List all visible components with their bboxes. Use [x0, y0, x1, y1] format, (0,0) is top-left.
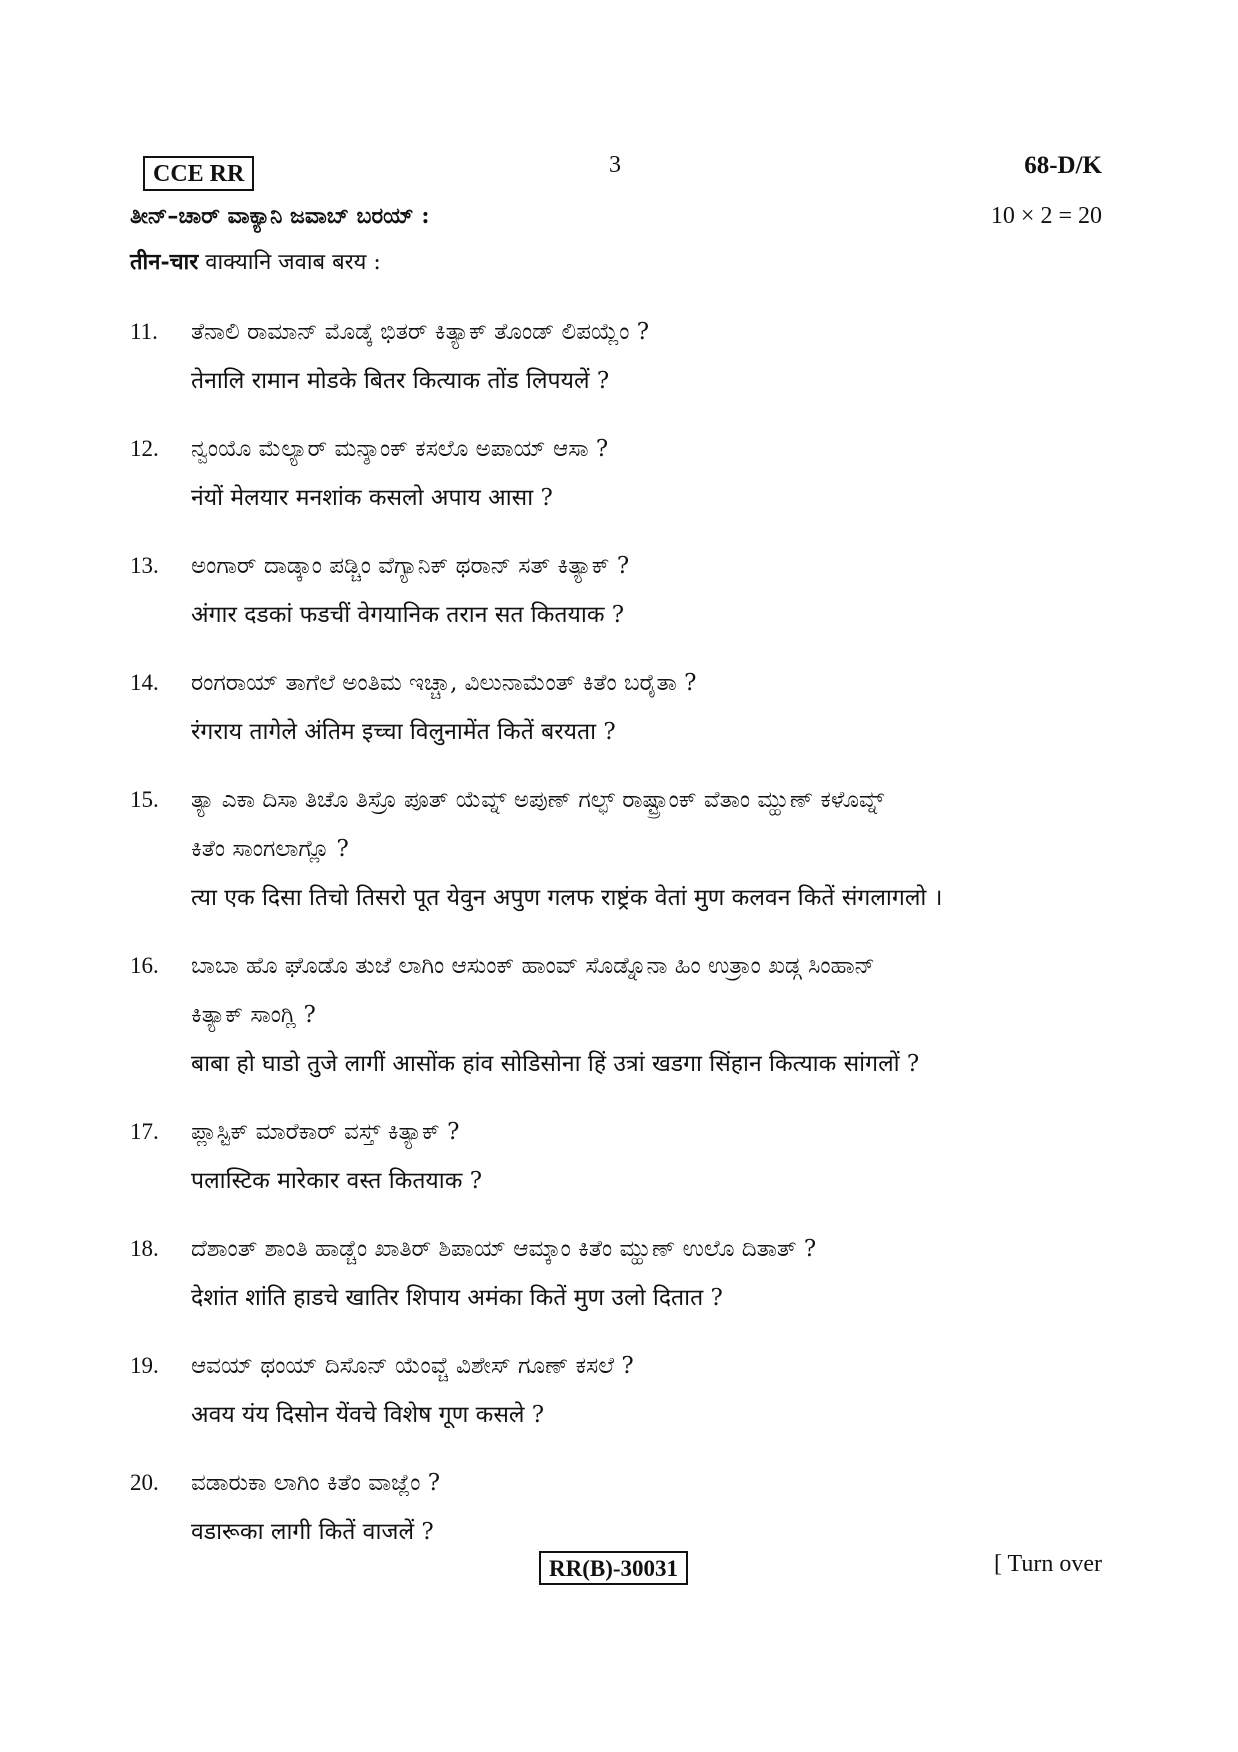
- question-list: [130, 312, 1110, 1580]
- instruction-devanagari: [130, 246, 381, 276]
- question-text-line: त्या एक दिसा तिचो तिसरो पूत येवुन अपुण गलफ राष्ट्रंक वेतां मुण कलवन कितें संगलागलो ।: [191, 885, 943, 911]
- question-text-line: ತೆನಾಲಿ ರಾಮಾನ್ ಮೊಡ್ಕೆ ಭಿತರ್ ಕಿತ್ಯಾಕ್ ತೊಂಡ್ ಲಿಪಯ್ಲೆಂ ?: [191, 319, 650, 345]
- question-text-line: पलास्टिक मारेकार वस्त कितयाक ?: [191, 1168, 483, 1194]
- question-text-line: रंगराय तागेले अंतिम इच्चा विलुनामेंत कितें बरयता ?: [191, 719, 616, 745]
- paper-code: 68-D/K: [1024, 152, 1102, 179]
- question-text-line: ನ್ವಂಯೊ ಮೆಲ್ಯಾರ್ ಮನ್ಶಾಂಕ್ ಕಸಲೊ ಅಪಾಯ್ ಆಸಾ ?: [191, 436, 609, 462]
- question-number: 19.: [130, 1353, 159, 1378]
- question-text-line: ದೆಶಾಂತ್ ಶಾಂತಿ ಹಾಡ್ಚೆಂ ಖಾತಿರ್ ಶಿಪಾಯ್ ಆಮ್ಕಾಂ ಕಿತೆಂ ಮ್ಹುಣ್ ಉಲೊ ದಿತಾತ್ ?: [191, 1236, 817, 1262]
- turn-over-label: [ Turn over: [993, 1551, 1102, 1577]
- question-text-line: ಕಿತ್ಯಾಕ್ ಸಾಂಗ್ಲಿ ?: [191, 1002, 316, 1028]
- question-text-line: अंगार दडकां फडचीं वेगयानिक तरान सत कितयाक ?: [191, 602, 625, 628]
- question-item: [130, 312, 1110, 401]
- question-text-line: देशांत शांति हाडचे खातिर शिपाय अमंका कितें मुण उलो दितात ?: [191, 1285, 723, 1311]
- question-text-line: तेनालि रामान मोडके बितर कित्याक तोंड लिपयलें ?: [191, 368, 610, 394]
- question-item: [130, 780, 1110, 918]
- question-text-line: ಅಂಗಾರ್ ದಾಡ್ಕಾಂ ಪಡ್ಚಿಂ ವೆಗ್ಯಾನಿಕ್ ಥರಾನ್ ಸತ್ ಕಿತ್ಯಾಕ್ ?: [191, 553, 630, 579]
- question-number: 12.: [130, 436, 159, 461]
- question-text-line: ಕಿತೆಂ ಸಾಂಗಲಾಗ್ಲೊ ?: [191, 836, 349, 862]
- question-text-line: ರಂಗರಾಯ್ ತಾಗೆಲೆ ಅಂತಿಮ ಇಚ್ಚಾ, ವಿಲುನಾಮೆಂತ್ ಕಿತೆಂ ಬರೈತಾ ?: [191, 670, 697, 696]
- question-text-line: ಆವಯ್ ಥಂಯ್ ದಿಸೊನ್ ಯೆಂವ್ಚೆ ವಿಶೇಸ್ ಗೂಣ್ ಕಸಲೆ ?: [191, 1353, 634, 1379]
- question-text-line: अवय यंय दिसोन येंवचे विशेष गूण कसले ?: [191, 1402, 545, 1428]
- instruction-devanagari-rest: वाक्यानि जवाब बरय :: [198, 250, 381, 275]
- question-text-line: ವಡಾರುಕಾ ಲಾಗಿಂ ಕಿತೆಂ ವಾಜ್ಲೆಂ ?: [191, 1470, 441, 1496]
- question-item: [130, 946, 1110, 1084]
- page-number: 3: [609, 152, 621, 178]
- question-number: 20.: [130, 1470, 159, 1495]
- question-item: [130, 1112, 1110, 1201]
- instruction-devanagari-bold: तीन-चार: [130, 249, 199, 275]
- question-text-line: बाबा हो घाडो तुजे लागीं आसोंक हांव सोडिसोना हिं उत्रां खडगा सिंहान कित्याक सांगलों ?: [191, 1051, 920, 1077]
- question-item: [130, 1463, 1110, 1552]
- instruction-kannada: ತೀನ್–ಚಾರ್ ವಾಕ್ಯಾನಿ ಜವಾಬ್ ಬರಯ್ :: [130, 203, 430, 229]
- question-number: 15.: [130, 787, 159, 812]
- question-number: 16.: [130, 953, 159, 978]
- question-text-line: ಬಾಬಾ ಹೊ ಘೊಡೊ ತುಜೆ ಲಾಗಿಂ ಆಸುಂಕ್ ಹಾಂವ್ ಸೊಡ್ನೊನಾ ಹಿಂ ಉತ್ರಾಂ ಖಡ್ಗ ಸಿಂಹಾನ್: [191, 953, 875, 979]
- question-text-line: वडारूका लागी कितें वाजलें ?: [191, 1519, 434, 1545]
- question-item: [130, 429, 1110, 518]
- question-text-line: नंयों मेलयार मनशांक कसलो अपाय आसा ?: [191, 485, 553, 511]
- question-number: 13.: [130, 553, 159, 578]
- question-item: [130, 663, 1110, 752]
- cce-rr-label: CCE RR: [143, 156, 254, 191]
- question-number: 14.: [130, 670, 159, 695]
- question-number: 17.: [130, 1119, 159, 1144]
- question-text-line: ತ್ಯಾ ಎಕಾ ದಿಸಾ ತಿಚೊ ತಿಸ್ರೊ ಪೂತ್ ಯೆವ್ನ್ ಅಪುಣ್ ಗಲ್ಫ್ ರಾಷ್ಟ್ರಾಂಕ್ ವೆತಾಂ ಮ್ಹುಣ್ ಕಳೊವ್ನ್: [191, 787, 885, 813]
- question-item: [130, 1229, 1110, 1318]
- question-text-line: ಪ್ಲಾಸ್ಟಿಕ್ ಮಾರೆಕಾರ್ ವಸ್ತ್ ಕಿತ್ಯಾಕ್ ?: [191, 1119, 460, 1145]
- footer-code: RR(B)-30031: [539, 1551, 688, 1585]
- question-item: [130, 1346, 1110, 1435]
- question-number: 11.: [130, 319, 158, 344]
- marks-scheme: 10 × 2 = 20: [990, 203, 1102, 229]
- question-item: [130, 546, 1110, 635]
- question-number: 18.: [130, 1236, 159, 1261]
